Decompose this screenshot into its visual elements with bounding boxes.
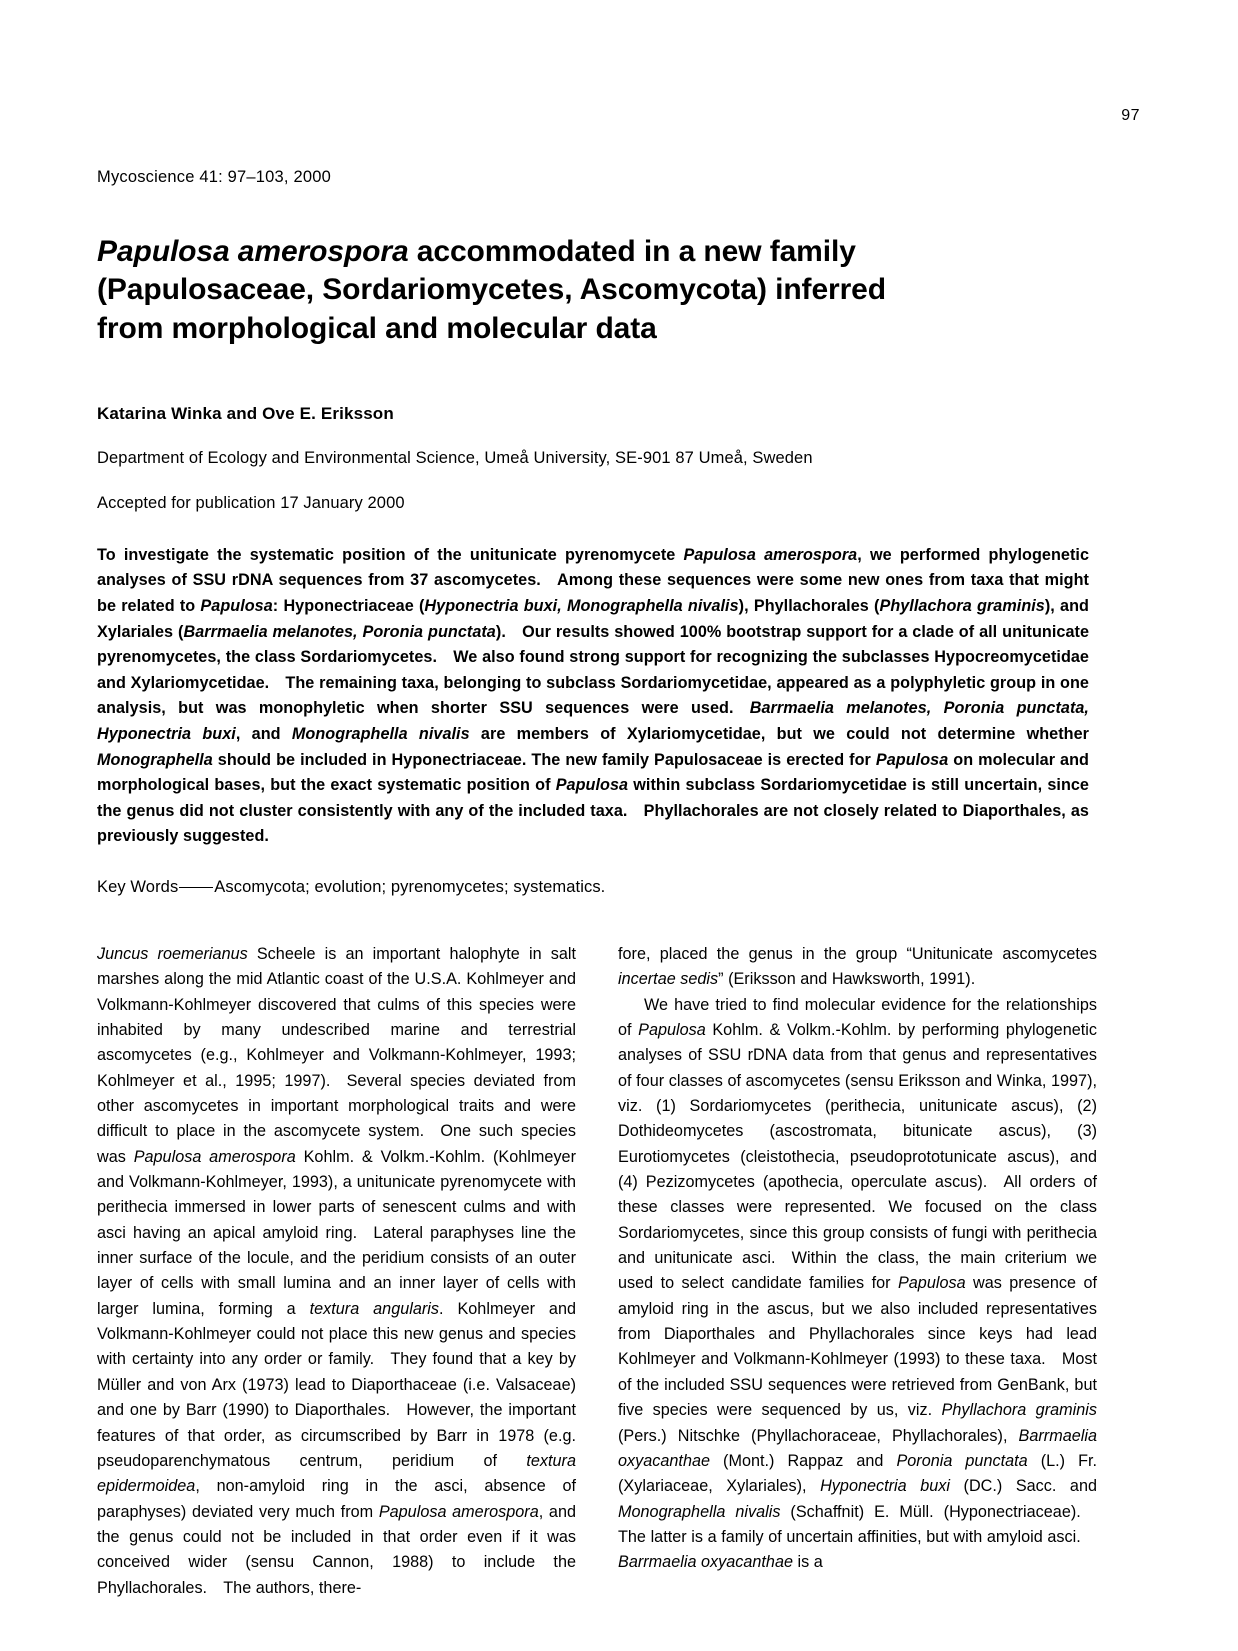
- keywords-dash: [179, 887, 213, 888]
- right-column-p1-run-9: Poronia punctata: [896, 1451, 1028, 1470]
- left-column-p0-run-2: Papulosa amerospora: [133, 1147, 296, 1166]
- left-column-p0-run-9: , and the genus could not be included in that order even if it was conceived wider (sensu Cannon, 1988) to include the Phyllachorales. The authors, there-: [97, 1502, 576, 1597]
- left-column-paragraph-0: [97, 942, 576, 1601]
- abstract-text-run-2: , we performed phylogenetic analyses of SSU rDNA sequences from 37 ascomycetes. Among these sequences were some new ones from taxa that might be related to: [97, 545, 1089, 616]
- abstract-text-run-19: Papulosa: [555, 776, 629, 795]
- right-column-p1-run-13: Monographella nivalis: [618, 1502, 781, 1521]
- keywords-label: Key Words: [97, 877, 179, 896]
- right-column-p1-run-6: (Pers.) Nitschke (Phyllachoraceae, Phyllachorales),: [618, 1426, 1019, 1445]
- left-column-p0-run-7: , non-amyloid ring in the asci, absence of paraphyses) deviated very much from: [97, 1477, 576, 1521]
- abstract-text-run-6: ), Phyllachorales (: [738, 597, 880, 616]
- abstract-text-run-13: Monographella nivalis: [291, 725, 470, 744]
- right-column-p1-run-3: Papulosa: [897, 1274, 966, 1293]
- abstract-text-run-20: within subclass Sordariomycetidae is still uncertain, since the genus did not cluster consistently with any of the included taxa. Phyllachorales are not closely related to Diaporthales, as previously suggested.: [97, 776, 1089, 846]
- right-column-p1-run-10: (L.) Fr. (Xylariaceae, Xylariales),: [618, 1451, 1098, 1496]
- right-column-p1-run-4: was presence of amyloid ring in the ascus, but we also included representatives from Diaporthales and Phyllachorales since keys had lead Kohlmeyer and Volkmann-Kohlmeyer (1993) to these taxa. Most of the included SSU sequences were retrieved from GenBank, but five species were sequenced by us, viz.: [618, 1274, 1097, 1420]
- abstract-text-run-16: should be included in Hyponectriaceae. The new family Papulosaceae is erected for: [212, 750, 876, 769]
- right-column-paragraph-0: [618, 942, 1097, 993]
- right-column-p1-run-12: (DC.) Sacc. and: [950, 1477, 1097, 1496]
- title-line1-rest: accommodated in a new family: [408, 234, 856, 268]
- page-content-area: [97, 0, 1140, 1601]
- journal-citation-line: Mycoscience 41: 97–103, 2000: [97, 168, 332, 186]
- right-column-p0-run-2: ” (Eriksson and Hawksworth, 1991).: [718, 970, 976, 989]
- acceptance-date: Accepted for publication 17 January 2000: [97, 493, 405, 512]
- page-number: 97: [1121, 107, 1140, 124]
- body-column-left: [97, 942, 576, 1601]
- article-title: [97, 233, 1037, 349]
- left-column-p0-run-6: textura epidermoidea: [97, 1451, 576, 1496]
- right-column-p0-run-0: fore, placed the genus in the group “Unitunicate ascomycetes: [618, 944, 1097, 963]
- right-column-p1-run-14: (Schaffnit) E. Müll. (Hyponectriaceae). The latter is a family of uncertain affinities, but with amyloid asci.: [618, 1502, 1097, 1546]
- title-italic-species: Papulosa amerospora: [97, 234, 409, 268]
- abstract-text-run-4: : Hyponectriaceae (: [272, 597, 425, 616]
- abstract-text-run-5: Hyponectria buxi, Monographella nivalis: [424, 597, 739, 616]
- right-column-p1-run-15: Barrmaelia oxyacanthae: [618, 1553, 794, 1572]
- right-column-p0-run-1: incertae sedis: [618, 970, 719, 989]
- keywords-terms: Ascomycota; evolution; pyrenomycetes; systematics.: [214, 877, 606, 896]
- body-column-right: [618, 942, 1097, 1601]
- right-column-p1-run-5: Phyllachora graminis: [941, 1401, 1098, 1420]
- author-affiliation: Department of Ecology and Environmental Science, Umeå University, SE-901 87 Umeå, Sweden: [97, 448, 813, 467]
- left-column-p0-run-5: . Kohlmeyer and Volkmann-Kohlmeyer could not place this new genus and species with certainty into any order or family. They found that a key by Müller and von Arx (1973) lead to Diaporthaceae (i.e. Valsaceae) and one by Barr (1990) to Diaporthales. However, the important features of that order, as circumscribed by Barr in 1978 (e.g. pseudoparenchymatous centrum, peridium of: [97, 1299, 576, 1470]
- right-column-p1-run-2: Kohlm. & Volkm.-Kohlm. by performing phylogenetic analyses of SSU rDNA data from that genus and representatives of four classes of ascomycetes (sensu Eriksson and Winka, 1997), viz. (1) Sordariomycetes (perithecia, unitunicate ascus), (2) Dothideomycetes (ascostromata, bitunicate ascus), (3) Eurotiomycetes (cleistothecia, pseudoprototunicate ascus), and (4) Pezizomycetes (apothecia, operculate ascus). All orders of these classes were represented. We focused on the class Sordariomycetes, since this group consists of fungi with perithecia and unitunicate asci. Within the class, the main criterium we used to select candidate families for: [618, 1021, 1097, 1293]
- abstract-text-run-9: Barrmaelia melanotes, Poronia punctata: [183, 622, 496, 641]
- abstract-text-run-15: Monographella: [97, 750, 213, 769]
- abstract-text-run-7: Phyllachora graminis: [879, 597, 1045, 616]
- keywords-line: [97, 878, 1140, 897]
- body-columns: [97, 942, 1097, 1601]
- abstract-text-run-0: To investigate the systematic position of the unitunicate pyrenomycete: [97, 545, 684, 564]
- abstract-text-run-12: , and: [235, 725, 292, 744]
- right-column-p1-run-1: Papulosa: [638, 1021, 706, 1040]
- abstract-text-run-1: Papulosa amerospora: [683, 545, 858, 564]
- abstract-text-run-8: ), and Xylariales (: [97, 597, 1089, 641]
- abstract: [97, 543, 1089, 850]
- left-column-p0-run-1: Scheele is an important halophyte in salt marshes along the mid Atlantic coast of the U.S.A. Kohlmeyer and Volkmann-Kohlmeyer discovered that culms of this species were inhabited by many undescribed marine and terrestrial ascomycetes (e.g., Kohlmeyer and Volkmann-Kohlmeyer, 1993; Kohlmeyer et al., 1995; 1997). Several species deviated from other ascomycetes in important morphological traits and were difficult to place in the ascomycete system. One such species was: [97, 944, 576, 1166]
- right-column-p1-run-11: Hyponectria buxi: [820, 1477, 950, 1496]
- title-line2: (Papulosaceae, Sordariomycetes, Ascomycota) inferred: [97, 273, 886, 307]
- title-line3: from morphological and molecular data: [97, 312, 657, 346]
- right-column-p1-run-0: We have tried to find molecular evidence for the relationships of: [618, 995, 1097, 1040]
- abstract-text-run-14: are members of Xylariomycetidae, but we could not determine whether: [469, 725, 1089, 744]
- right-column-p1-run-7: Barrmaelia oxyacanthae: [618, 1426, 1097, 1470]
- left-column-p0-run-0: Juncus roemerianus: [97, 944, 248, 963]
- left-column-p0-run-8: Papulosa amerospora: [378, 1502, 539, 1521]
- right-column-p1-run-8: (Mont.) Rappaz and: [710, 1451, 897, 1470]
- abstract-text-run-17: Papulosa: [875, 750, 949, 769]
- right-column-paragraph-1: [618, 993, 1097, 1576]
- abstract-text-run-18: on molecular and morphological bases, but the exact systematic position of: [97, 750, 1089, 795]
- abstract-text-run-11: Barrmaelia melanotes, Poronia punctata, Hyponectria buxi: [97, 699, 1089, 744]
- right-column-p1-run-16: is a: [793, 1553, 823, 1572]
- left-column-p0-run-4: textura angularis: [309, 1299, 440, 1318]
- left-column-p0-run-3: Kohlm. & Volkm.-Kohlm. (Kohlmeyer and Volkmann-Kohlmeyer, 1993), a unitunicate pyrenomycete with perithecia immersed in lower parts of senescent culms and with asci having an apical amyloid ring. Lateral paraphyses line the inner surface of the locule, and the peridium consists of an outer layer of cells with small lumina and an inner layer of cells with larger lumina, forming a: [97, 1147, 576, 1318]
- abstract-text-run-10: ). Our results showed 100% bootstrap support for a clade of all unitunicate pyrenomycetes, the class Sordariomycetes. We also found strong support for recognizing the subclasses Hypocreomycetidae and Xylariomycetidae. The remaining taxa, belonging to subclass Sordariomycetidae, appeared as a polyphyletic group in one analysis, but was monophyletic when shorter SSU sequences were used.: [97, 622, 1090, 718]
- abstract-text-run-3: Papulosa: [200, 597, 273, 616]
- author-list: Katarina Winka and Ove E. Eriksson: [97, 403, 394, 423]
